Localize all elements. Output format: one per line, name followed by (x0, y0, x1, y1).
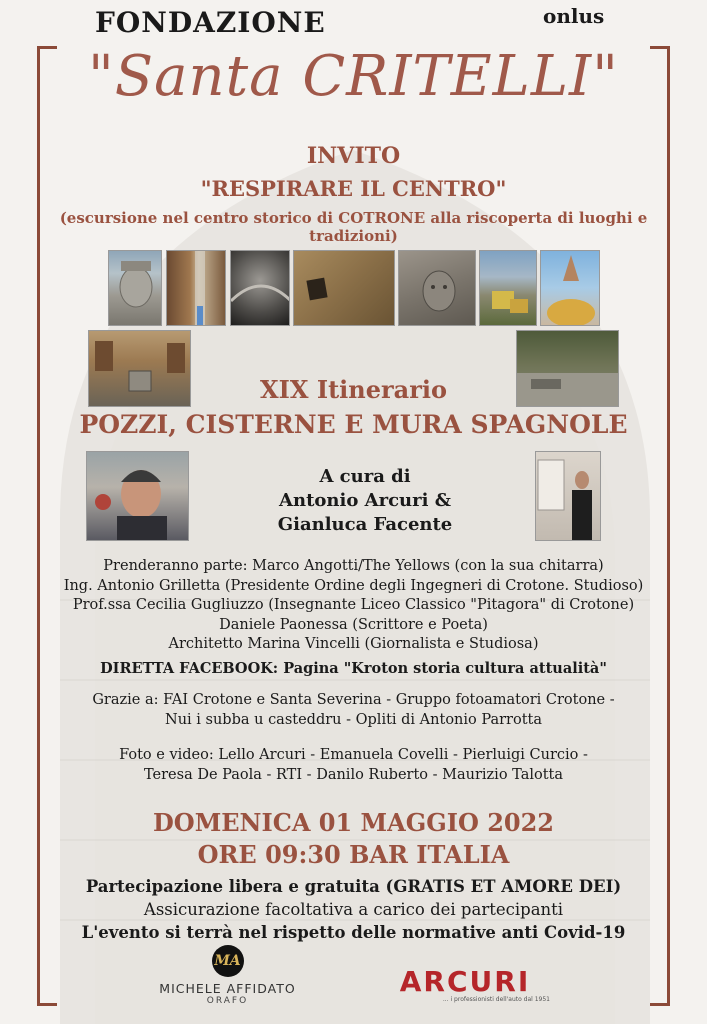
ma-monogram-icon: MA (212, 945, 244, 977)
participant-line: Daniele Paonessa (Scrittore e Poeta) (219, 616, 488, 633)
affidato-sub: ORAFO (206, 996, 249, 1006)
curators-block (250, 465, 480, 537)
participant-line: Architetto Marina Vincelli (Giornalista e Studiosa) (168, 636, 539, 652)
participant-line: Prof.ssa Cecilia Gugliuzzo (Insegnante Liceo Classico "Pitagora" di Crotone) (72, 597, 635, 613)
itinerary-number: XIX Itinerario (260, 375, 447, 404)
affidato-name: MICHELE AFFIDATO (159, 981, 296, 996)
respirare-heading: "RESPIRARE IL CENTRO" (200, 176, 507, 201)
photo-credits-block (0, 745, 707, 785)
church-dome-photo (540, 250, 600, 326)
thanks-line: Grazie a: FAI Crotone e Santa Severina - Gruppo fotoamatori Crotone - (92, 692, 615, 708)
curator-arcuri-photo (86, 451, 189, 541)
foundation-name: "Santa CRITELLI" (88, 44, 619, 109)
event-time-place: ORE 09:30 BAR ITALIA (197, 840, 510, 869)
thanks-block (0, 690, 707, 730)
facebook-live-note: DIRETTA FACEBOOK: Pagina "Kroton storia cultura attualità" (100, 660, 607, 677)
michele-affidato-logo (145, 945, 310, 1006)
coat-of-arms-photo (108, 250, 162, 326)
onlus-label: onlus (543, 4, 605, 28)
stone-relief-photo (398, 250, 476, 326)
curators-intro: A cura di (319, 466, 411, 487)
event-date: DOMENICA 01 MAGGIO 2022 (152, 808, 555, 837)
participants-list (0, 557, 707, 655)
invito-heading: INVITO (306, 143, 401, 169)
arcuri-wordmark: ARCURI (399, 965, 531, 998)
curator-facente-photo (535, 451, 601, 541)
fondazione-label: FONDAZIONE (95, 6, 326, 39)
insurance-note: Assicurazione facoltativa a carico dei partecipanti (143, 900, 564, 919)
cistern-photo (230, 250, 290, 326)
curator-name-2: Gianluca Facente (277, 514, 453, 535)
covid-note: L'evento si terrà nel rispetto delle normative anti Covid-19 (81, 923, 626, 942)
escursione-subtitle: (escursione nel centro storico di COTRONE alla riscoperta di luoghi e tradizioni) (59, 209, 648, 245)
curator-name-1: Antonio Arcuri & (279, 490, 451, 511)
arcuri-tagline: ... i professionisti dell'auto dal 1951 (442, 996, 550, 1003)
underground-photo (293, 250, 395, 326)
participant-line: Ing. Antonio Grilletta (Presidente Ordine degli Ingegneri di Crotone. Studioso) (63, 577, 644, 594)
credits-line: Teresa De Paola - RTI - Danilo Ruberto - Maurizio Talotta (143, 767, 564, 783)
credits-line: Foto e video: Lello Arcuri - Emanuela Covelli - Pierluigi Curcio - (119, 747, 588, 763)
arcuri-logo (380, 965, 550, 1003)
town-view-photo (479, 250, 537, 326)
free-participation-note: Partecipazione libera e gratuita (GRATIS ET AMORE DEI) (85, 877, 622, 896)
thanks-line: Nui i subba u casteddru - Opliti di Antonio Parrotta (165, 712, 542, 728)
alley-photo (166, 250, 226, 326)
itinerary-name: POZZI, CISTERNE E MURA SPAGNOLE (79, 410, 628, 439)
participant-line: Prenderanno parte: Marco Angotti/The Yellows (con la sua chitarra) (103, 558, 604, 574)
